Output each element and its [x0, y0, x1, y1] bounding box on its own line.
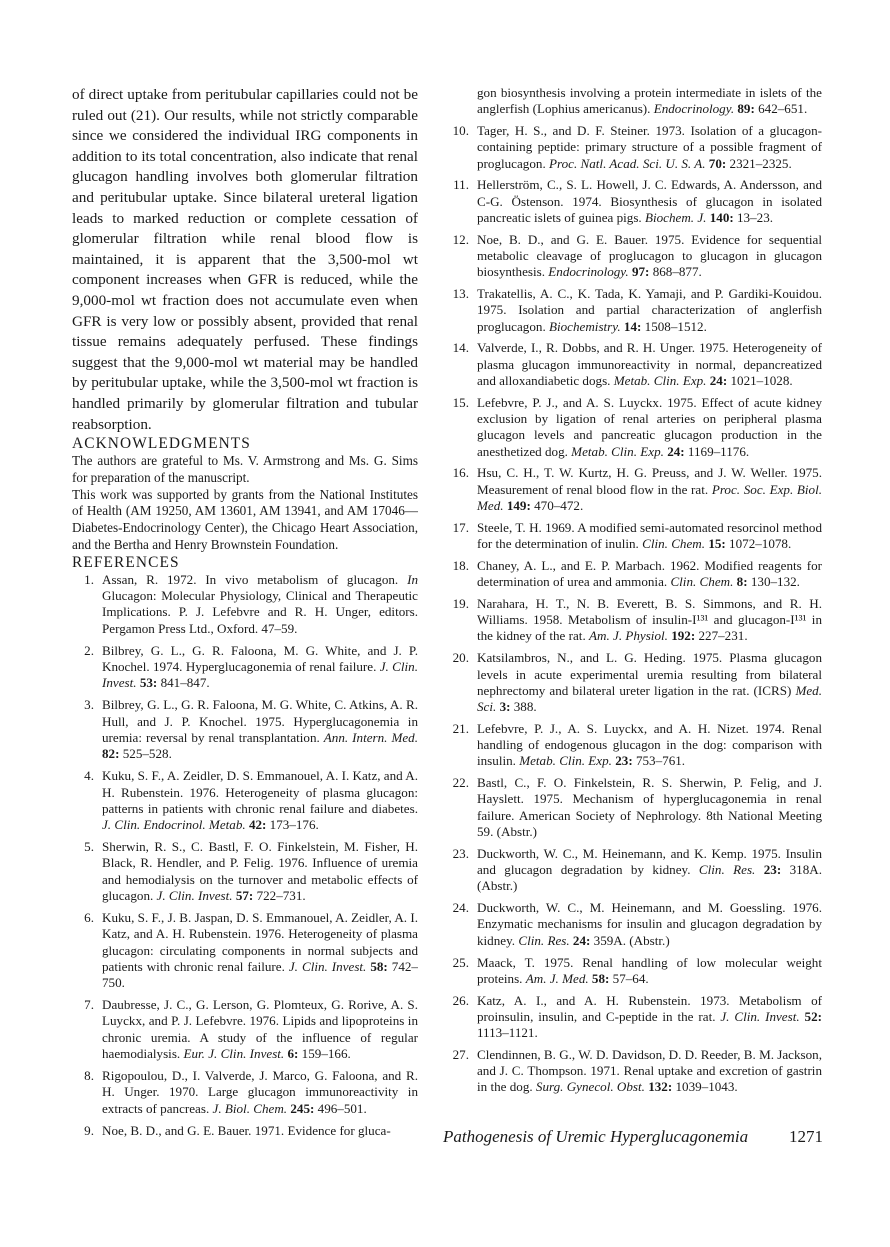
- reference-number: 12.: [452, 231, 469, 247]
- reference-item: [447, 650, 822, 715]
- reference-number: 7.: [84, 997, 94, 1013]
- volume-number: 24:: [667, 443, 685, 459]
- reference-text: Maack, T. 1975. Renal handling of low molecular weight proteins.: [477, 954, 822, 986]
- journal-name: Med. Sci.: [477, 682, 822, 715]
- reference-item: [447, 123, 822, 172]
- page-range: 57–64.: [609, 970, 649, 986]
- journal-name: J. Clin. Endocrinol. Metab.: [102, 817, 246, 833]
- reference-item: [447, 232, 822, 281]
- reference-number: 2.: [84, 642, 94, 658]
- reference-text: gon biosynthesis involving a protein intermediate in islets of the anglerfish (Lophius americanus).: [477, 85, 822, 117]
- discussion-paragraph: of direct uptake from peritubular capillaries could not be ruled out (21). Our results, while not strictly comparable since we considered the individual IRG components in addition to its total concentration, also indicate that renal glucagon handling involves both glomerular filtration and peritubular uptake. Since bilateral ureteral ligation leads to marked reduction or complete cessation of glomerular filtration while renal blood flow is maintained, it is apparent that the 3,500-mol wt component increases when GFR is reduced, while the 9,000-mol wt fraction does not accumulate even when GFR is very low or possibly absent, provided that renal tissue remains adequately perfused. These findings suggest that the 9,000-mol wt material may be handled by peritubular uptake, while the 3,500-mol wt fraction is handled primarily by glomerular filtration and tubular reabsorption.: [72, 86, 418, 433]
- reference-text: Rigopoulou, D., I. Valverde, J. Marco, G. Faloona, and R. H. Unger. 1970. Large glucagon immunoreactivity in extracts of pancreas.: [102, 1068, 418, 1116]
- volume-number: 15:: [708, 536, 726, 551]
- reference-text: Lefebvre, P. J., and A. S. Luyckx. 1975. Effect of acute kidney exclusion by ligation of renal arteries on peripheral plasma glucagon levels and pancreatic glucagon production in the anesthetized dog.: [477, 394, 822, 459]
- volume-number: 140:: [709, 209, 734, 225]
- reference-item: [72, 643, 418, 692]
- page-range: 13–23.: [733, 209, 774, 225]
- reference-text: Duckworth, W. C., M. Heinemann, and M. Goessling. 1976. Enzymatic mechanisms for insulin and glucagon degradation by kidney.: [477, 900, 822, 948]
- left-column: [72, 85, 418, 1145]
- reference-number: 16.: [452, 465, 469, 481]
- reference-number: 26.: [452, 992, 469, 1008]
- reference-item: [447, 465, 822, 514]
- reference-number: 15.: [452, 394, 469, 410]
- reference-item: [447, 955, 822, 988]
- journal-name: Endocrinology.: [548, 264, 629, 280]
- reference-number: 27.: [452, 1046, 469, 1062]
- volume-number: 23:: [615, 753, 633, 769]
- journal-name: Clin. Res.: [518, 932, 570, 948]
- volume-number: 53:: [139, 675, 158, 691]
- reference-number: 17.: [452, 519, 469, 535]
- reference-item: [72, 1068, 418, 1117]
- reference-text: Katsilambros, N., and L. G. Heding. 1975. Plasma glucagon levels in acute experimental uremia resulting from bilateral nephrectomy and bilateral ureter ligation in the rat. (ICRS): [477, 650, 822, 698]
- volume-number: 58:: [370, 958, 388, 974]
- volume-number: 58:: [591, 970, 610, 986]
- page-range: 742–750.: [102, 958, 418, 991]
- references-heading: REFERENCES: [72, 553, 180, 571]
- page-range: 841–847.: [157, 675, 210, 691]
- volume-number: 24:: [709, 372, 728, 388]
- reference-number: 25.: [452, 954, 469, 970]
- page-range: 227–231.: [695, 628, 748, 644]
- journal-name: Metab. Clin. Exp.: [519, 753, 612, 769]
- reference-text: Bilbrey, G. L., G. R. Faloona, M. G. White, C. Atkins, A. R. Hull, and J. P. Knochel. 1975. Hyperglucagonemia in uremia: reversal by renal transplantation.: [102, 697, 418, 745]
- reference-item: [72, 839, 418, 904]
- volume-number: 132:: [648, 1079, 673, 1095]
- journal-name: Biochemistry.: [549, 318, 621, 334]
- reference-text: Hsu, C. H., T. W. Kurtz, H. G. Preuss, and J. W. Weller. 1975. Measurement of renal blood flow in the rat.: [477, 465, 822, 497]
- page-range: 359A. (Abstr.): [590, 932, 670, 948]
- reference-number: 8.: [84, 1068, 94, 1083]
- volume-number: 8:: [736, 574, 748, 590]
- reference-number: 24.: [452, 900, 469, 916]
- reference-text: Kuku, S. F., J. B. Jaspan, D. S. Emmanouel, A. Zeidler, A. I. Katz, and A. H. Rubenstein. 1976. Heterogeneity of plasma glucagon: circulating components in normal subjects and patients with chronic renal failure.: [102, 909, 418, 974]
- reference-number: 14.: [452, 340, 469, 356]
- reference-text: Narahara, H. T., N. B. Everett, B. S. Simmons, and R. H. Williams. 1958. Metabolism of insulin-I¹³¹ and glucagon-I¹³¹ in the kidney of the rat.: [477, 595, 822, 644]
- reference-number: 21.: [452, 720, 469, 736]
- volume-number: 149:: [506, 497, 531, 513]
- volume-number: 24:: [572, 932, 591, 948]
- reference-text: Katz, A. I., and A. H. Rubenstein. 1973. Metabolism of proinsulin, insulin, and C-peptide in the rat.: [477, 992, 822, 1024]
- reference-number: 5.: [84, 839, 94, 855]
- volume-number: 192:: [671, 628, 696, 644]
- reference-item: [447, 596, 822, 645]
- page-range: 722–731.: [253, 887, 306, 903]
- reference-item: [72, 697, 418, 762]
- journal-name: Clin. Chem.: [670, 574, 734, 590]
- reference-list-left: [72, 572, 418, 1139]
- reference-item: [72, 910, 418, 991]
- journal-name: Ann. Intern. Med.: [323, 729, 418, 745]
- acknowledgments-paragraph: The authors are grateful to Ms. V. Armstrong and Ms. G. Sims for preparation of the manuscript.: [72, 453, 418, 485]
- reference-number: 6.: [84, 909, 94, 925]
- acknowledgments-heading: ACKNOWLEDGMENTS: [72, 435, 251, 453]
- reference-number: 9.: [84, 1122, 94, 1138]
- journal-name: Am. J. Med.: [525, 970, 589, 986]
- page-range: 1039–1043.: [672, 1079, 738, 1095]
- right-column: [447, 85, 822, 1101]
- funding-paragraph: This work was supported by grants from the National Institutes of Health (AM 19250, AM 13601, AM 13941, and AM 17046—Diabetes-Endocrinology Center), the Chicago Heart Association, and the Bertha and Henry Brownstein Foundation.: [72, 486, 418, 553]
- reference-item: [447, 520, 822, 553]
- reference-number: 13.: [452, 286, 469, 302]
- page-range: 388.: [510, 699, 537, 715]
- running-title: Pathogenesis of Uremic Hyperglucagonemia: [443, 1127, 749, 1146]
- reference-text: Sherwin, R. S., C. Bastl, F. O. Finkelstein, M. Fisher, H. Black, R. Hendler, and P. Felig. 1976. Influence of uremia and hemodialysis on the turnover and metabolic effects of glucagon.: [102, 839, 418, 903]
- page-range: 753–761.: [632, 753, 686, 769]
- journal-name: Metab. Clin. Exp.: [613, 372, 707, 388]
- journal-name: J. Clin. Invest.: [156, 887, 233, 903]
- reference-item: [72, 1123, 418, 1139]
- reference-text: Daubresse, J. C., G. Lerson, G. Plomteux, G. Rorive, A. S. Luyckx, and P. J. Lefebvre. 1976. Lipids and lipoproteins in chronic uremia. A study of the influence of regular haemodialysis.: [102, 997, 418, 1062]
- reference-item: [447, 900, 822, 949]
- reference-number: 23.: [452, 845, 469, 861]
- journal-name: In: [407, 571, 418, 587]
- reference-text: Hellerström, C., S. L. Howell, J. C. Edwards, A. Andersson, and C-G. Östenson. 1974. Biosynthesis of glucagon in isolated pancreatic islets of guinea pigs.: [477, 177, 822, 225]
- page-range: 1113–1121.: [477, 1025, 538, 1041]
- journal-name: J. Clin. Invest.: [288, 958, 367, 974]
- reference-text: Trakatellis, A. C., K. Tada, K. Yamaji, and P. Gardiki-Kouidou. 1975. Isolation and partial characterization of anglerfish proglucagon.: [477, 286, 822, 334]
- reference-item: [447, 395, 822, 460]
- journal-name: Eur. J. Clin. Invest.: [183, 1046, 285, 1062]
- volume-number: 14:: [623, 318, 642, 334]
- reference-number: 3.: [84, 697, 94, 713]
- reference-9-continuation: [447, 85, 822, 118]
- reference-text: Noe, B. D., and G. E. Bauer. 1975. Evidence for sequential metabolic cleavage of proglucagon to glucagon in glucagon biosynthesis.: [477, 231, 822, 280]
- volume-number: 57:: [235, 887, 254, 903]
- reference-number: 20.: [452, 650, 469, 666]
- reference-text: Steele, T. H. 1969. A modified semi-automated resorcinol method for the determination of inulin.: [477, 519, 822, 551]
- reference-item: [447, 286, 822, 335]
- reference-number: 1.: [84, 571, 94, 587]
- reference-item: [72, 997, 418, 1062]
- reference-separator: Glucagon: Molecular Physiology, Clinical and Therapeutic Implications. P. J. Lefebvre and R. H. Unger, editors. Pergamon Press Ltd., Oxford. 47–59.: [102, 588, 418, 636]
- reference-number: 4.: [84, 768, 94, 784]
- page-range: 642–651.: [754, 101, 808, 117]
- reference-number: 10.: [452, 123, 469, 139]
- volume-number: 6:: [287, 1046, 299, 1062]
- page-range: 525–528.: [119, 746, 172, 762]
- reference-text: Lefebvre, P. J., A. S. Luyckx, and A. H. Nizet. 1974. Renal handling of endogenous glucagon in the dog: comparison with insulin.: [477, 720, 822, 769]
- reference-item: [447, 993, 822, 1042]
- volume-number: 3:: [499, 699, 511, 715]
- reference-item: [447, 846, 822, 895]
- reference-text: Clendinnen, B. G., W. D. Davidson, D. D. Reeder, B. M. Jackson, and J. C. Thompson. 1971. Renal uptake and excretion of gastrin in the dog.: [477, 1046, 822, 1095]
- page-range: 1169–1176.: [684, 443, 750, 459]
- page-range: 496–501.: [314, 1100, 367, 1116]
- reference-item: [72, 572, 418, 637]
- reference-item: [447, 1047, 822, 1096]
- page-range: 470–472.: [530, 497, 584, 513]
- page-range: 1072–1078.: [725, 536, 792, 551]
- page-range: 130–132.: [747, 574, 800, 590]
- volume-number: 89:: [737, 101, 755, 117]
- reference-text: Bilbrey, G. L., G. R. Faloona, M. G. White, and J. P. Knochel. 1974. Hyperglucagonemia of renal failure.: [102, 642, 418, 675]
- reference-item: [72, 768, 418, 833]
- reference-text: Tager, H. S., and D. F. Steiner. 1973. Isolation of a glucagon-containing peptide: primary structure of a possible fragment of proglucagon.: [477, 123, 822, 171]
- volume-number: 97:: [631, 264, 650, 280]
- reference-text: Chaney, A. L., and E. P. Marbach. 1962. Modified reagents for determination of urea and ammonia.: [477, 557, 822, 590]
- reference-item: [447, 558, 822, 591]
- journal-name: Endocrinology.: [653, 101, 735, 117]
- reference-number: 19.: [452, 595, 469, 611]
- page-range: 868–877.: [649, 264, 702, 280]
- journal-name: J. Clin. Invest.: [720, 1008, 800, 1024]
- volume-number: 70:: [708, 155, 727, 171]
- reference-number: 22.: [452, 775, 469, 791]
- volume-number: 42:: [248, 817, 267, 833]
- page-range: 173–176.: [266, 817, 319, 833]
- reference-text: Bastl, C., F. O. Finkelstein, R. S. Sherwin, P. Felig, and J. Hayslett. 1975. Mechanism of hyperglucagonemia in renal failure. American Society of Nephrology. 8th National Meeting 59. (Abstr.): [477, 775, 822, 839]
- journal-name: Am. J. Physiol.: [589, 628, 668, 644]
- journal-name: Proc. Natl. Acad. Sci. U. S. A.: [549, 155, 706, 171]
- reference-item: [447, 177, 822, 226]
- reference-list-right: [447, 123, 822, 1096]
- reference-item: [447, 340, 822, 389]
- reference-item: [447, 775, 822, 840]
- acknowledgments-section: [72, 453, 418, 554]
- journal-name: J. Clin. Invest.: [102, 659, 418, 691]
- volume-number: 23:: [763, 862, 782, 878]
- page-range: 1021–1028.: [727, 372, 793, 388]
- volume-number: 245:: [290, 1100, 315, 1116]
- page-footer: [443, 1127, 823, 1147]
- volume-number: 52:: [804, 1008, 822, 1024]
- reference-number: 18.: [452, 557, 469, 573]
- reference-text: Kuku, S. F., A. Zeidler, D. S. Emmanouel, A. I. Katz, and A. H. Rubenstein. 1976. Heterogeneity of plasma glucagon: patterns in patients with chronic renal failure and diabetes.: [102, 768, 418, 816]
- reference-text: Duckworth, W. C., M. Heinemann, and K. Kemp. 1975. Insulin and glucagon degradation by kidney.: [477, 845, 822, 878]
- page-range: 2321–2325.: [726, 155, 792, 171]
- reference-text: Noe, B. D., and G. E. Bauer. 1971. Evidence for gluca-: [102, 1122, 391, 1138]
- page-range: 159–166.: [298, 1046, 351, 1062]
- reference-item: [447, 721, 822, 770]
- volume-number: 82:: [102, 746, 120, 762]
- journal-name: Clin. Chem.: [642, 536, 706, 551]
- reference-text: Valverde, I., R. Dobbs, and R. H. Unger. 1975. Heterogeneity of plasma glucagon immunoreactivity in normal, depancreatized and alloxandiabetic dogs.: [477, 340, 822, 388]
- page-range: 1508–1512.: [641, 318, 707, 334]
- page-number: 1271: [789, 1127, 823, 1146]
- journal-name: Metab. Clin. Exp.: [571, 443, 664, 459]
- journal-name: Surg. Gynecol. Obst.: [535, 1079, 645, 1095]
- journal-name: Proc. Soc. Exp. Biol. Med.: [477, 481, 822, 513]
- reference-separator: [755, 862, 763, 877]
- reference-number: 11.: [453, 177, 469, 193]
- reference-text: Assan, R. 1972. In vivo metabolism of glucagon.: [102, 571, 408, 587]
- journal-name: J. Biol. Chem.: [212, 1100, 288, 1116]
- journal-name: Biochem. J.: [644, 209, 707, 225]
- page-range: 318A. (Abstr.): [477, 862, 822, 894]
- journal-name: Clin. Res.: [698, 862, 756, 878]
